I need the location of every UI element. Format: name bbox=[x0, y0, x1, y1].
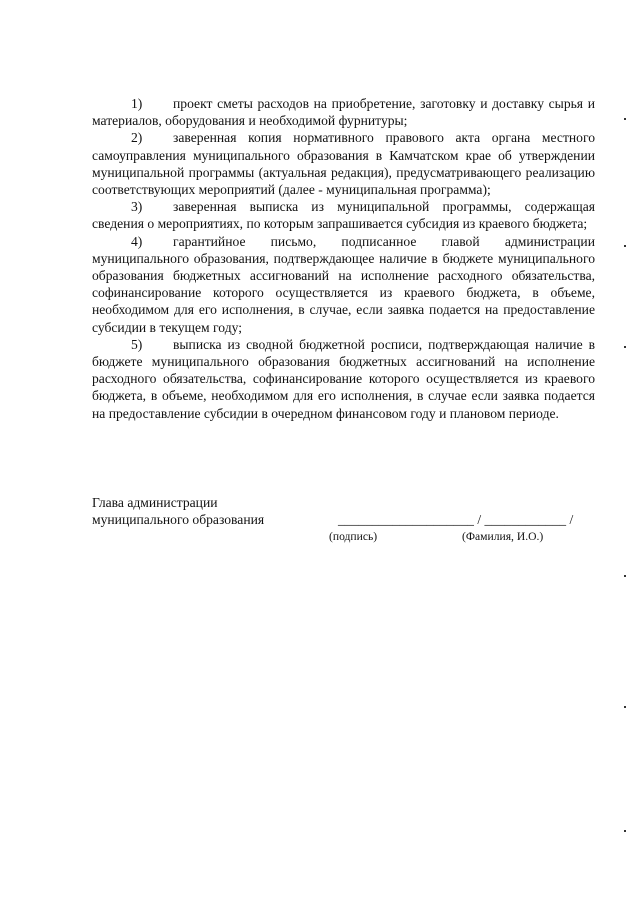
signatory-role-line2: муниципального образования bbox=[92, 512, 265, 528]
item-number: 5) bbox=[131, 336, 143, 352]
signature-captions bbox=[92, 530, 602, 546]
item-text: гарантийное письмо, подписанное главой администрации муниципального образования, подтверждающее наличие в бюджете муниципального образования бюджетных ассигнований на исполнение расходного обязательства, софинансирование которого осуществляется из краевого бюджета, в объеме, необходимом для его исполнения, в случае, если заявка подается на предоставление субсидии в текущем году; bbox=[92, 233, 595, 335]
margin-dot bbox=[624, 575, 626, 577]
signature-fill-line: ____________________ / ____________ / bbox=[338, 512, 574, 528]
item-number: 3) bbox=[131, 199, 143, 215]
name-caption: (Фамилия, И.О.) bbox=[462, 530, 544, 543]
item-text: проект сметы расходов на приобретение, заготовку и доставку сырья и материалов, оборудования и необходимой фурнитуры; bbox=[92, 96, 595, 129]
signature-block bbox=[92, 494, 602, 529]
signatory-role-line1: Глава администрации bbox=[92, 495, 218, 510]
list-item bbox=[92, 95, 595, 129]
item-number: 2) bbox=[131, 130, 143, 146]
margin-dot bbox=[624, 245, 626, 247]
requirements-list bbox=[92, 95, 595, 422]
list-item bbox=[92, 336, 595, 422]
margin-dot bbox=[624, 118, 626, 120]
item-number: 4) bbox=[131, 233, 143, 249]
item-number: 1) bbox=[131, 96, 143, 111]
item-text: выписка из сводной бюджетной росписи, подтверждающая наличие в бюджете муниципального образования бюджетных ассигнований на исполнение расходного обязательства, софинансирование которого осуществляется из краевого бюджета, в объеме, необходимом для его исполнения, в случае если заявка подается на предоставление субсидии в очередном финансовом году и плановом периоде. bbox=[92, 336, 595, 421]
item-text: заверенная копия нормативного правового акта органа местного самоуправления муниципального образования в Камчатском крае об утверждении муниципальной программы (актуальная редакция), предусматривающего реализацию соответствующих мероприятий (далее - муниципальная программа); bbox=[92, 130, 595, 198]
item-text: заверенная выписка из муниципальной программы, содержащая сведения о мероприятиях, по которым запрашивается субсидия из краевого бюджета; bbox=[92, 199, 595, 232]
margin-dot bbox=[624, 706, 626, 708]
list-item bbox=[92, 129, 595, 198]
margin-dot bbox=[624, 830, 626, 832]
list-item bbox=[92, 198, 595, 232]
signature-caption: (подпись) bbox=[329, 530, 378, 543]
list-item bbox=[92, 233, 595, 336]
margin-dot bbox=[624, 346, 626, 348]
